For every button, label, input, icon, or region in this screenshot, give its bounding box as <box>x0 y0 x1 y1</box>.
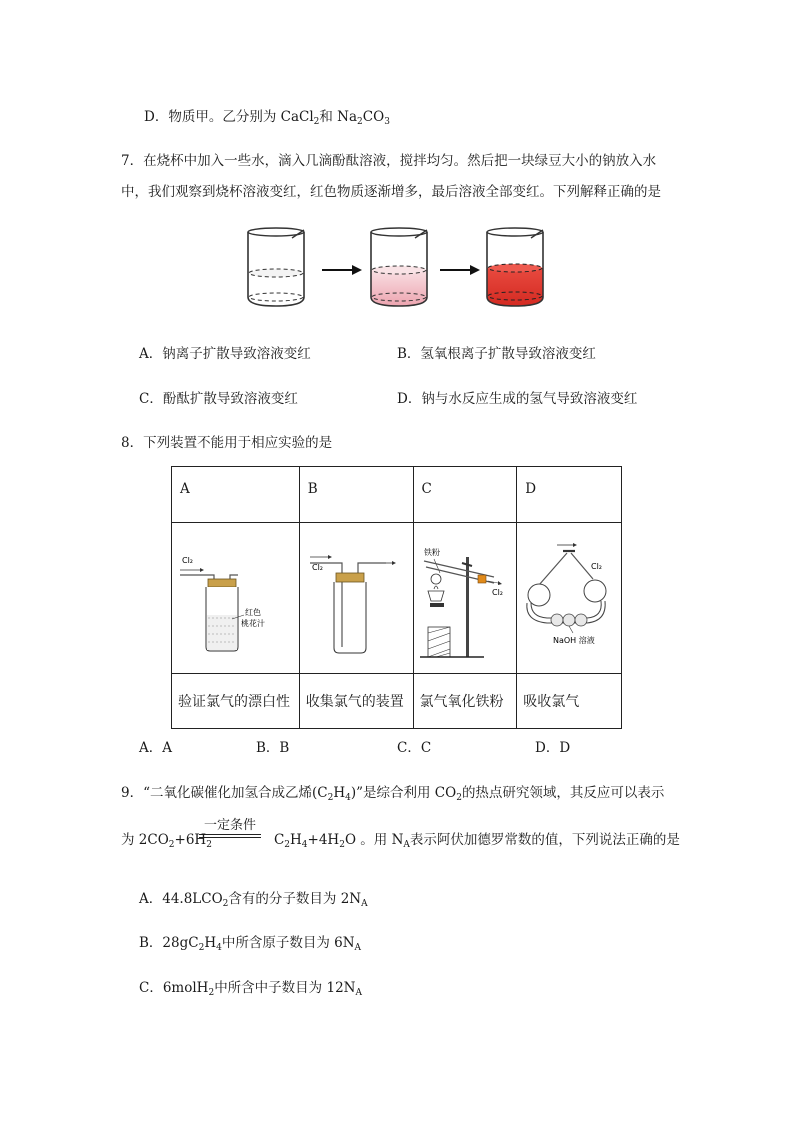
absorption-figure <box>517 523 620 669</box>
sub: 4 <box>345 793 351 803</box>
fig-label: Cl₂ <box>182 556 194 565</box>
eq-text: 为 2CO <box>121 832 169 848</box>
q9-stem-line1 <box>121 781 664 801</box>
eq-text: 表示阿伏加德罗常数的值，下列说法正确的是 <box>409 832 680 848</box>
q7-stem-line1: 7．在烧杯中加入一些水，滴入几滴酚酞溶液，搅拌均匀。然后把一块绿豆大小的钠放入水 <box>121 153 657 169</box>
opt-text: 中所含原子数目为 6N <box>221 935 355 951</box>
q7-beaker-figure <box>240 222 555 312</box>
caption-c: 氯气氧化铁粉 <box>413 674 517 729</box>
opt-text: B．28gC <box>139 935 199 951</box>
sub: A <box>403 840 410 850</box>
table-header-c: C <box>413 467 517 523</box>
q6-option-d-mid2: CO <box>362 109 385 125</box>
q7-option-d[interactable]: D．钠与水反应生成的氢气导致溶液变红 <box>397 391 638 407</box>
caption-b: 收集氯气的装置 <box>299 674 413 729</box>
q8-option-a[interactable]: A．A <box>139 740 172 756</box>
sub: 2 <box>456 793 462 803</box>
sub: 4 <box>216 943 222 953</box>
fig-label: Cl₂ <box>491 588 503 597</box>
opt-text: C．6molH <box>139 980 209 996</box>
sub: 2 <box>313 117 320 127</box>
caption-d: 吸收氯气 <box>517 674 622 729</box>
beaker-clear <box>248 228 304 306</box>
sub: 2 <box>198 943 205 953</box>
q8-apparatus-table <box>171 466 622 729</box>
q9-option-b[interactable] <box>139 931 361 951</box>
sub: 2 <box>339 840 345 850</box>
opt-text: 含有的分子数目为 2N <box>228 891 362 907</box>
sub: 4 <box>301 840 308 850</box>
fig-label: Cl₂ <box>311 563 323 572</box>
apparatus-c-cell <box>413 523 517 674</box>
q9-text: 的热点研究领域，其反应可以表示 <box>461 785 665 801</box>
q8-option-b[interactable]: B．B <box>256 740 290 756</box>
gas-collect-bottle-figure <box>300 523 412 669</box>
caption-a: 验证氯气的漂白性 <box>172 674 300 729</box>
fig-label: 红色 <box>245 608 261 617</box>
iron-heating-figure <box>414 523 516 669</box>
q9-text: H <box>333 785 346 801</box>
sub: 2 <box>222 899 229 909</box>
table-header-d: D <box>517 467 622 523</box>
q9-text: 9．“二氧化碳催化加氢合成乙烯(C <box>121 785 328 801</box>
eq-text: H <box>290 832 302 848</box>
sub: A <box>361 899 368 909</box>
eq-text: +4H <box>307 832 340 848</box>
q9-option-c[interactable] <box>139 976 362 996</box>
sub: 2 <box>168 840 175 850</box>
opt-text: H <box>204 935 217 951</box>
fig-label: 桃花汁 <box>241 619 265 628</box>
eq-text: O 。用 N <box>344 832 404 848</box>
q8-option-d[interactable]: D．D <box>535 740 571 756</box>
apparatus-b-cell <box>299 523 413 674</box>
q8-stem: 8．下列装置不能用于相应实验的是 <box>121 435 333 451</box>
q9-text: )”是综合利用 CO <box>350 785 457 801</box>
gas-bottle-bleach-figure <box>172 523 298 669</box>
q6-option-d-label: D． <box>144 109 169 125</box>
sub: 3 <box>384 117 390 127</box>
q6-option-d <box>144 105 390 125</box>
apparatus-d-cell <box>517 523 622 674</box>
eq-text: +6H <box>174 832 207 848</box>
fig-label: NaOH 溶液 <box>553 636 595 645</box>
q6-option-d-mid: 和 Na <box>319 109 358 125</box>
sub: A <box>354 943 362 953</box>
beaker-red <box>487 228 543 306</box>
q7-option-b[interactable]: B．氢氧根离子扩散导致溶液变红 <box>397 346 596 362</box>
q7-stem-line2: 中，我们观察到烧杯溶液变红，红色物质逐渐增多，最后溶液全部变红。下列解释正确的是 <box>121 184 661 200</box>
table-header-a: A <box>172 467 300 523</box>
sub: 2 <box>208 988 215 998</box>
beaker-pink <box>371 228 427 306</box>
q6-option-d-text: 物质甲。乙分别为 CaCl <box>168 109 314 125</box>
opt-text: A．44.8LCO <box>139 891 223 907</box>
q9-option-a[interactable] <box>139 887 368 907</box>
fig-label: 铁粉 <box>423 548 440 557</box>
sub: 2 <box>327 793 334 803</box>
table-header-b: B <box>299 467 413 523</box>
sub: 2 <box>206 840 212 850</box>
sub: 2 <box>284 840 291 850</box>
opt-text: 中所含中子数目为 12N <box>214 980 356 996</box>
arrow-right-icon <box>322 265 362 275</box>
sub: 2 <box>357 117 363 127</box>
sub: A <box>355 988 362 998</box>
q9-stem-line2 <box>121 828 680 848</box>
q8-option-c[interactable]: C．C <box>397 740 432 756</box>
arrow-right-icon <box>440 265 480 275</box>
fig-label: Cl₂ <box>591 562 603 571</box>
eq-text: C <box>273 832 285 848</box>
condition-text: 一定条件 <box>203 818 256 833</box>
q7-option-c[interactable]: C．酚酞扩散导致溶液变红 <box>139 391 298 407</box>
q7-option-a[interactable]: A．钠离子扩散导致溶液变红 <box>139 346 311 362</box>
apparatus-a-cell <box>172 523 300 674</box>
